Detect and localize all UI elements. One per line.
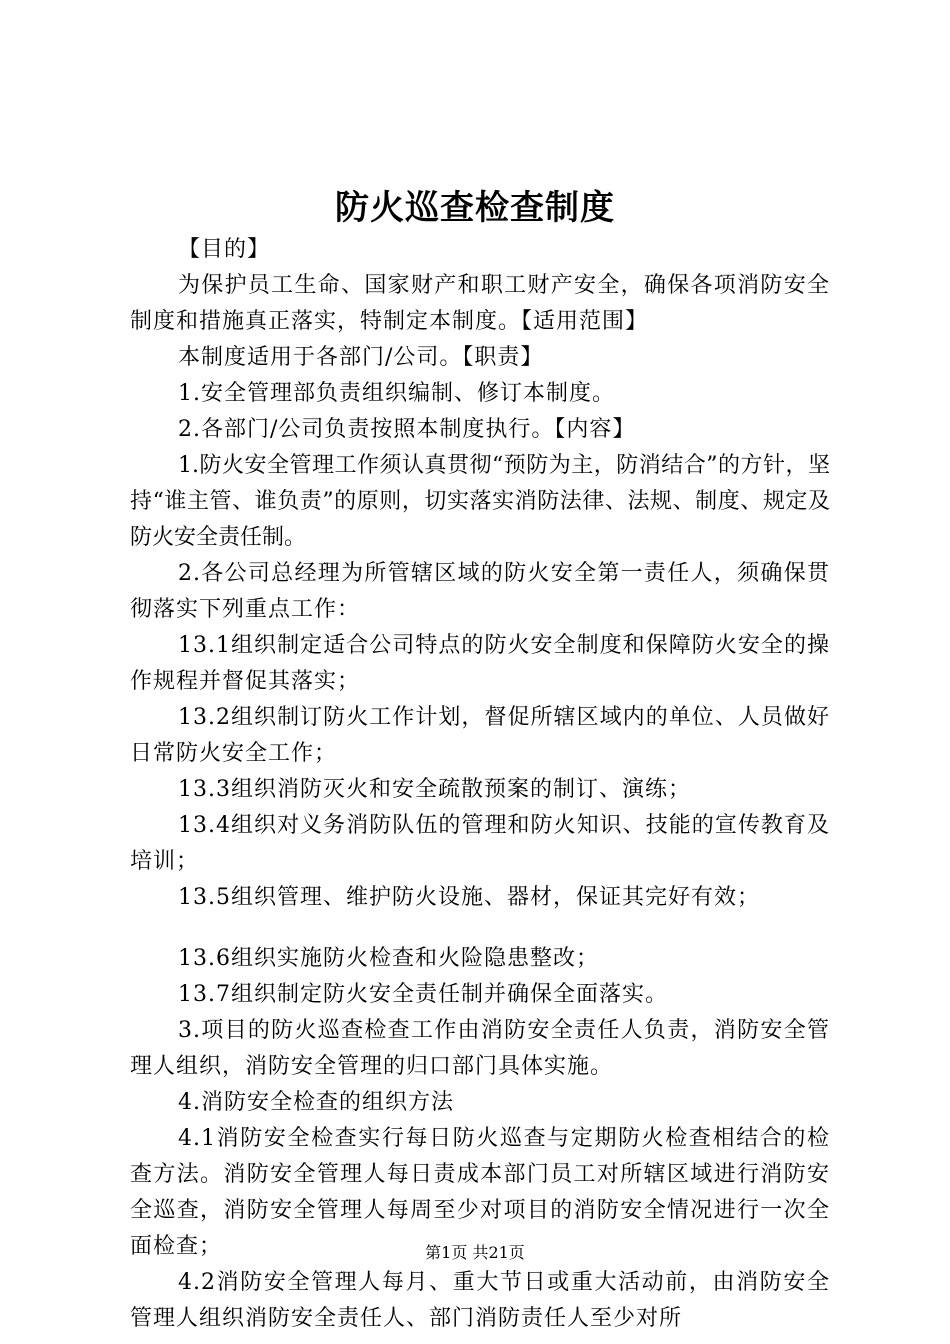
list-item: 2.各部门/公司负责按照本制度执行。【内容】 [178, 417, 636, 442]
document-body [130, 232, 830, 1337]
list-item: 4.1消防安全检查实行每日防火巡查与定期防火检查相结合的检查方法。消防安全管理人每日责成本部门员工对所辖区域进行消防安全巡查，消防安全管理人每周至少对项目的消防安全情况进行一次全面检查； [130, 1126, 830, 1259]
list-item: 13.1组织制定适合公司特点的防火安全制度和保障防火安全的操作规程并督促其落实； [130, 633, 830, 694]
list-item: 3.项目的防火巡查检查工作由消防安全责任人负责，消防安全管理人组织，消防安全管理的归口部门具体实施。 [130, 1018, 830, 1079]
paragraph-gap [130, 916, 830, 941]
list-item: 13.7组织制定防火安全责任制并确保全面落实。 [178, 982, 668, 1007]
list-item: 2.各公司总经理为所管辖区域的防火安全第一责任人，须确保贯彻落实下列重点工作： [130, 561, 830, 622]
list-item: 13.3组织消防灭火和安全疏散预案的制订、演练； [178, 777, 691, 802]
paragraph: 为保护员工生命、国家财产和职工财产安全，确保各项消防安全制度和措施真正落实，特制定本制度。【适用范围】 [130, 273, 830, 334]
list-item: 13.5组织管理、维护防火设施、器材，保证其完好有效； [178, 885, 760, 910]
paragraph: 本制度适用于各部门/公司。【职责】 [178, 345, 544, 370]
list-item: 1.防火安全管理工作须认真贯彻“预防为主，防消结合”的方针，坚持“谁主管、谁负责”的原则，切实落实消防法律、法规、制度、规定及防火安全责任制。 [130, 453, 830, 550]
section-heading-purpose: 【目的】 [178, 237, 271, 262]
list-item: 13.4组织对义务消防队伍的管理和防火知识、技能的宣传教育及培训； [130, 813, 830, 874]
page-number: 第1页 共21页 [425, 1243, 525, 1262]
list-item: 1.安全管理部负责组织编制、修订本制度。 [178, 381, 615, 406]
list-item: 4.消防安全检查的组织方法 [178, 1090, 454, 1115]
document-title: 防火巡查检查制度 [335, 188, 615, 228]
list-item: 13.6组织实施防火检查和火险隐患整改； [178, 946, 599, 971]
list-item: 4.2消防安全管理人每月、重大节日或重大活动前，由消防安全管理人组织消防安全责任人、部门消防责任人至少对所 [130, 1270, 830, 1331]
list-item: 13.2组织制订防火工作计划，督促所辖区域内的单位、人员做好日常防火安全工作； [130, 705, 830, 766]
